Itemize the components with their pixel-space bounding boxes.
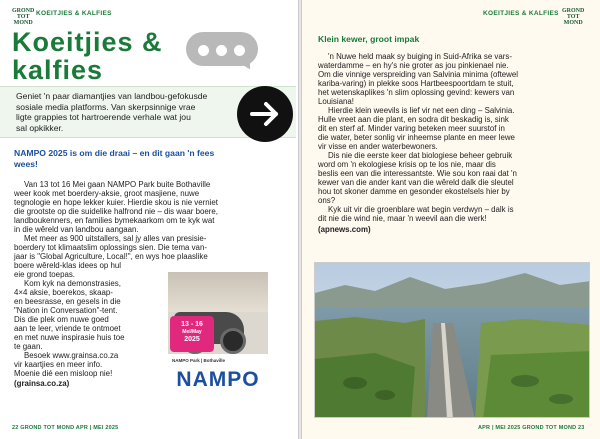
- nampo-logo: NAMPO: [176, 368, 260, 391]
- bubble-dot: [234, 45, 245, 56]
- page-spine: [298, 0, 302, 439]
- section-label-left: KOEITJIES & KALFIES: [36, 10, 112, 17]
- nampo-headline: NAMPO 2025 is om die draai – en dit gaan 'n fees wees!: [14, 148, 215, 169]
- page-footer-left: 22 GROND TOT MOND APR | MEI 2025: [12, 425, 119, 431]
- arrow-right-icon: [247, 96, 283, 132]
- bubble-dot: [216, 45, 227, 56]
- brand-logo-right: GROND TOT MOND: [562, 8, 585, 26]
- source-credit: (apnews.com): [318, 225, 371, 234]
- intro-box: Geniet 'n paar diamantjies van landbou-gefokusde sosiale media platforms. Van skerpsinnige vrae ligte grappies tot hartroerende verhale wat jou sal opkikker.: [0, 86, 296, 138]
- poster-image: [168, 272, 268, 354]
- source-credit: (grainsa.co.za): [14, 379, 70, 388]
- dam-aerial-photo: [314, 262, 590, 418]
- page-footer-right: APR | MEI 2025 GROND TOT MOND 23: [478, 425, 585, 431]
- page-title: Koeitjies & kalfies: [12, 27, 163, 85]
- beetle-headline: Klein kewer, groot impak: [318, 34, 420, 44]
- next-page-button[interactable]: [237, 86, 293, 142]
- poster-tagline: NAMPO Park | Bothaville: [172, 358, 226, 363]
- section-label-right: KOEITJIES & KALFIES: [483, 10, 559, 17]
- poster-dates: 13 - 16 Mei/May 2025: [170, 316, 214, 352]
- beetle-article: 'n Nuwe held maak sy buiging in Suid-Afrika se vars- waterdamme – en hy's nie groter as jou pinkienael nie. Om die vinnige verspreiding van Salvinia minima (oftewel kariba-varing) in plekke soos Hartbeespoortdam te stuit, het wetenskaplikes 'n slim oplossing gevind: kewers van Louisiana! Hierdie klein weevils is lief vir net een ding – Salvinia. Hulle vreet aan die plant, en sodra dit beskadig is, sink dit en sterf af. Minder varing beteken meer suurstof in die water, beter sonlig vir inheemse plante en meer lewe vir visse en ander waterbewoners. Dis nie die eerste keer dat biologiese beheer gebruik word om 'n ekologiese krisis op te los nie, maar dis beslis een van die interessantste. Wie sou kon raai dat 'n kewer van die ander kant van die wêreld dalk die sleutel hou tot skoner damme en gesonder ekostelsels hier by ons? Kyk uit vir die groenblare wat begin verdwyn – dalk is dit nie die wind nie, maar 'n weevil aan die werk! (apnews.com): [318, 52, 588, 234]
- nampo-poster: [168, 272, 268, 400]
- brand-logo-left: GROND TOT MOND: [12, 8, 35, 26]
- bubble-dot: [198, 45, 209, 56]
- nampo-article: Van 13 tot 16 Mei gaan NAMPO Park buite Bothaville weer kook met boerdery-aksie, groot masjiene, nuwe tegnologie en hope lekker kuier. Hierdie skou is nie verniet die grootste op die suidelike halfrond nie – dis waar boere, landboukenners, en families bymekaarkom om te kyk wat in die wêreld van landbou aangaan. Met meer as 900 uitstallers, sal jy alles van presisie- boerdery tot klimaatslim oplossings sien. Die tema van- jaar is "Global Agriculture, Local!", en wys hoe plaaslike boere wêreld-klas idees op hul eie grond toepas. Kom kyk na demonstrasies, 4×4 aksie, boerekos, skaap- en beesrasse, en gesels in die "Nation in Conversation"-tent. Dis die plek om nuwe goed aan te leer, vriende te ontmoet en met nuwe inspirasie huis toe te gaan. Besoek www.grainsa.co.za vir kaartjies en meer info. Moenie dié een misloop nie! (grainsa.co.za): [14, 180, 218, 388]
